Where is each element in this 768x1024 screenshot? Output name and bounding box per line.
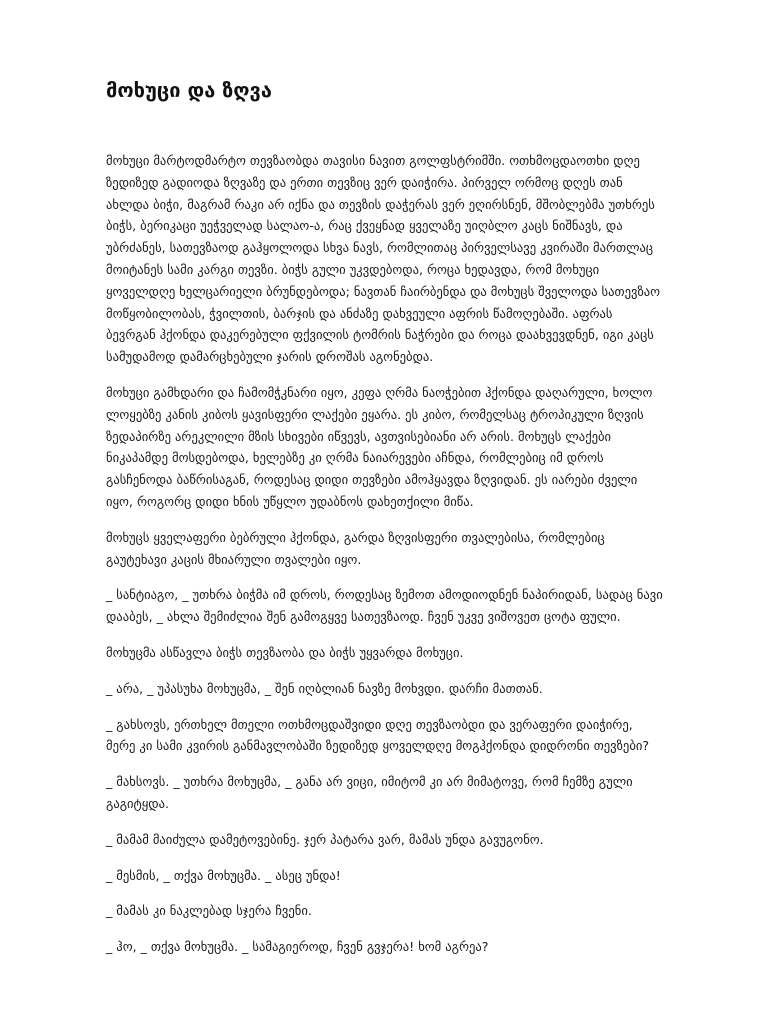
paragraph-opening: მოხუცი მარტოდმარტო თევზაობდა თავისი ნავით გოლფსტრიმში. ოთხმოცდაოთხი დღე ზედიზედ გადიოდა ზღვაზე და ერთი თევზიც ვერ დაიჭირა. პირველ ორმოც დღეს თან ახლდა ბიჭი, მაგრამ რაკი არ იქნა და თევზის დაჭერას ვერ ეღირსნენ, მშობლებმა უთხრეს ბიჭს, ბერიკაცი უეჭველად სალაო-ა, რაც ქვეყნად ყველაზე უიღბლო კაცს ნიშნავს, და უბრძანეს, სათევზაოდ გაჰყოლოდა სხვა ნავს, რომლითაც პირველსავე კვირაში მართლაც მოიტანეს სამი კარგი თევზი. ბიჭს გული უკვდებოდა, როცა ხედავდა, რომ მოხუცი ყოველდღე ხელცარიელი ბრუნდებოდა; ნავთან ჩაირბენდა და მოხუცს შველოდა სათევზაო მოწყობილობას, ჭვილთის, ბარჯის და ანძაზე დახვეული აფრის წამოღებაში. აფრას ბევრგან ჰქონდა დაკერებული ფქვილის ტომრის ნაჭრები და როცა დაახვევდნენ, იგი კაცს სამუდამოდ დამარცხებული ჯარის დროშას აგონებდა. bbox=[106, 153, 661, 365]
paragraph-dialogue: _ მესმის, _ თქვა მოხუცმა. _ ასეც უნდა! bbox=[106, 867, 341, 883]
paragraph-dialogue: _ მამამ მაიძულა დამეტოვებინე. ჯერ პატარა ვარ, მამას უნდა გავუგონო. bbox=[106, 831, 544, 847]
paragraph-eyes: მოხუცს ყველაფერი ბებრული ჰქონდა, გარდა ზღვისფერი თვალებისა, რომლებიც გაუტეხავი კაცის მხიარული თვალები იყო. bbox=[106, 529, 605, 567]
paragraph-dialogue: _ გახსოვს, ერთხელ მთელი ოთხმოცდაშვიდი დღე თევზაობდი და ვერაფერი დაიჭირე, მერე კი სამი კვირის განმავლობაში ზედიზედ ყოველდღე მოგჰქონდა დიდრონი თევზები? bbox=[106, 716, 650, 754]
paragraph-dialogue: _ მახსოვს. _ უთხრა მოხუცმა, _ განა არ ვიცი, იმიტომ კი არ მიმატოვე, რომ ჩემზე გული გაგიტყდა. bbox=[106, 774, 633, 811]
paragraph-dialogue: მოხუცმა ასწავლა ბიჭს თევზაობა და ბიჭს უყვარდა მოხუცი. bbox=[106, 644, 464, 660]
paragraph-dialogue: _ ჰო, _ თქვა მოხუცმა. _ სამაგიეროდ, ჩვენ გვჯერა! ხომ აგრეა? bbox=[106, 939, 489, 955]
document-body bbox=[106, 150, 666, 972]
paragraph-old-man-description: მოხუცი გამხდარი და ჩამომჭკნარი იყო, კეფა ღრმა ნაოჭებით ჰქონდა დაღარული, ხოლო ლოყებზე კანის კიბოს ყავისფერი ლაქები ეყარა. ეს კიბო, რომელსაც ტროპიკული ზღვის ზედაპირზე არეკლილი მზის სხივები იწვევს, ავთვისებიანი არ არის. მოხუცს ლაქები ნიკაპამდე მოსდებოდა, ხელებზე კი ღრმა ნაიარევები აჩნდა, რომლებიც იმ დროს გასჩენოდა ბაწრისაგან, როდესაც დიდი თევზები ამოჰყავდა ზღვიდან. ეს იარები ძველი იყო, როგორც დიდი ხნის უწყლო უდაბნოს დახეთქილი მიწა. bbox=[106, 384, 653, 509]
document-title: მოხუცი და ზღვა bbox=[106, 78, 272, 102]
paragraph-dialogue: _ არა, _ უპასუხა მოხუცმა, _ შენ იღბლიან ნავზე მოხვდი. დარჩი მათთან. bbox=[106, 680, 543, 696]
paragraph-dialogue: _ სანტიაგო, _ უთხრა ბიჭმა იმ დროს, როდესაც ზემოთ ამოდიოდნენ ნაპირიდან, სადაც ნავი დააბეს, _ ახლა შემიძლია შენ გამოგყვე სათევზაოდ. ჩვენ უკვე ვიშოვეთ ცოტა ფული. bbox=[106, 587, 663, 625]
paragraph-dialogue: _ მამას კი ნაკლებად სჯერა ჩვენი. bbox=[106, 903, 312, 919]
